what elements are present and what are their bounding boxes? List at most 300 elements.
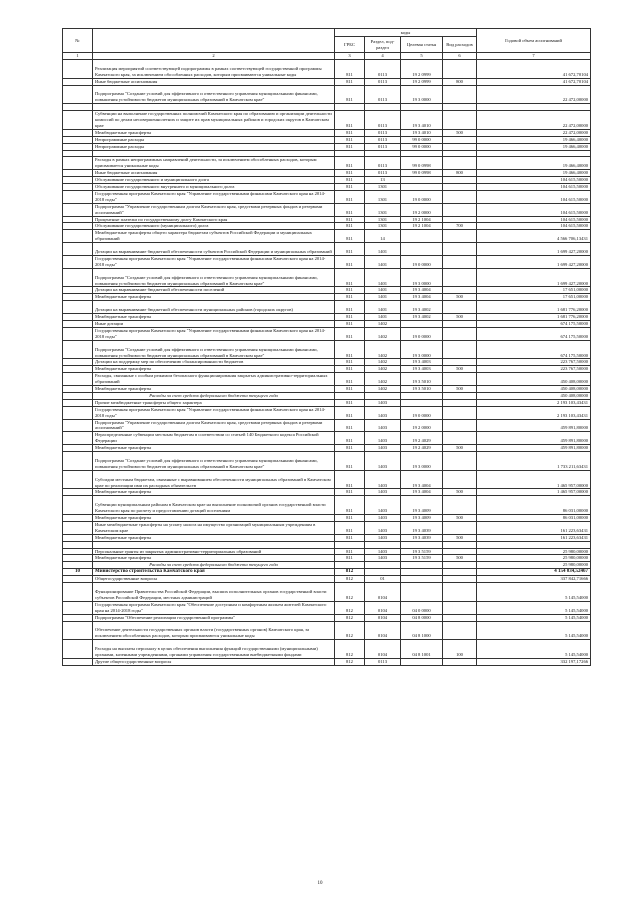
row-name: Обслуживание государственного внутреннего и муниципального долга (93, 184, 335, 191)
row-number (63, 85, 93, 104)
row-name: Государственная программа Камчатского края "Управление государственными финансами Камчатского края на 2014-2018 годы" (93, 327, 335, 340)
row-amount: 41 672,70104 (477, 59, 591, 78)
row-razdel (365, 150, 401, 157)
row-amount: 1 733 211,63431 (477, 452, 591, 471)
header-index: 7 (477, 53, 591, 60)
row-target: 19 3 4004 (401, 470, 443, 489)
header-index: 2 (93, 53, 335, 60)
row-target: 99 0 0998 (401, 170, 443, 177)
table-row (63, 445, 591, 452)
row-name: Межбюджетные трансферты (93, 515, 335, 522)
row-number (63, 294, 93, 301)
table-row (63, 136, 591, 143)
row-number (63, 327, 93, 340)
row-target (401, 576, 443, 583)
row-name: Государственная программа Камчатского края "Управление государственными финансами Камчатского края на 2014-2018 годы" (93, 406, 335, 419)
row-target: 19 2 0999 (401, 59, 443, 78)
row-number (63, 129, 93, 136)
row-name: Межбюджетные трансферты (93, 366, 335, 373)
row-grbs: 811 (335, 136, 365, 143)
row-razdel (365, 562, 401, 569)
row-target: 04 8 0000 (401, 614, 443, 621)
header-num: № (63, 29, 93, 53)
row-number (63, 640, 93, 659)
table-row (63, 496, 591, 515)
row-razdel: 1402 (365, 366, 401, 373)
row-target: 04 8 1001 (401, 640, 443, 659)
row-grbs: 811 (335, 170, 365, 177)
row-amount: 2 193 103,43431 (477, 399, 591, 406)
row-amount: 223 767,50000 (477, 366, 591, 373)
row-vid (443, 452, 477, 471)
row-target (401, 399, 443, 406)
row-grbs (335, 562, 365, 569)
row-name: Нераспределенные субвенции местным бюджетам в соответствии со статьей 140 Бюджетного кодекса Российской Федерации (93, 432, 335, 445)
row-target (401, 562, 443, 569)
row-razdel: 0113 (365, 136, 401, 143)
row-amount: 86 031,00000 (477, 515, 591, 522)
row-vid (443, 399, 477, 406)
row-vid (443, 658, 477, 665)
row-grbs: 811 (335, 301, 365, 314)
row-vid: 500 (443, 515, 477, 522)
row-target: 19 3 4009 (401, 515, 443, 522)
row-grbs: 811 (335, 230, 365, 243)
row-number (63, 399, 93, 406)
row-number (63, 521, 93, 534)
row-razdel: 1401 (365, 314, 401, 321)
row-vid (443, 321, 477, 328)
header-name (93, 29, 335, 53)
row-vid: 500 (443, 534, 477, 541)
row-razdel: 1403 (365, 548, 401, 555)
row-target: 19 3 5010 (401, 386, 443, 393)
row-target: 19 3 4004 (401, 287, 443, 294)
row-name: Прочие межбюджетные трансферты общего характера (93, 399, 335, 406)
header-index: 4 (365, 53, 401, 60)
row-grbs: 811 (335, 287, 365, 294)
row-number (63, 301, 93, 314)
row-name (93, 541, 335, 548)
row-amount: 674 175,50000 (477, 340, 591, 359)
row-target: 19 3 4004 (401, 294, 443, 301)
row-razdel: 1402 (365, 340, 401, 359)
row-razdel: 1403 (365, 452, 401, 471)
row-number (63, 555, 93, 562)
header-amount: Годовой объем ассигнований (477, 29, 591, 53)
table-row (63, 321, 591, 328)
row-amount: 5 145,54000 (477, 583, 591, 602)
row-grbs (335, 150, 365, 157)
row-grbs: 812 (335, 569, 365, 576)
row-number (63, 177, 93, 184)
row-amount: 5 145,54000 (477, 621, 591, 640)
row-number (63, 314, 93, 321)
table-row (63, 548, 591, 555)
row-grbs: 811 (335, 243, 365, 256)
row-grbs: 811 (335, 470, 365, 489)
row-vid (443, 85, 477, 104)
table-row (63, 601, 591, 614)
row-number: 10 (63, 569, 93, 576)
row-grbs: 811 (335, 419, 365, 432)
row-razdel: 1402 (365, 321, 401, 328)
row-number (63, 489, 93, 496)
row-amount: 674 175,50000 (477, 321, 591, 328)
row-amount: 25 980,00000 (477, 548, 591, 555)
row-name: Государственная программа Камчатского края "Управление государственными финансами Камчатского края на 2014-2018 годы" (93, 190, 335, 203)
row-razdel: 1403 (365, 521, 401, 534)
row-name: Подпрограмма "Создание условий для эффективного и ответственного управления муниципальными финансами, повышения устойчивости бюджетов муниципальных образований в Камчатском крае" (93, 85, 335, 104)
row-razdel: 1401 (365, 294, 401, 301)
row-razdel: 1402 (365, 327, 401, 340)
row-name: Дотации на поддержку мер по обеспечению сбалансированности бюджетов (93, 359, 335, 366)
table-row (63, 621, 591, 640)
row-vid (443, 601, 477, 614)
row-vid: 500 (443, 386, 477, 393)
row-number (63, 366, 93, 373)
row-amount: 1 681 776,20000 (477, 314, 591, 321)
row-razdel: 0104 (365, 583, 401, 602)
row-grbs: 811 (335, 399, 365, 406)
row-amount: 674 175,50000 (477, 327, 591, 340)
row-name: Реализация мероприятий соответствующей подпрограммы в рамках соответствующей государственной программы Камчатского края, за исключением обособленных расходов, которым присваиваются уникальные коды (93, 59, 335, 78)
row-amount: 5 145,54000 (477, 640, 591, 659)
row-number (63, 340, 93, 359)
row-vid: 700 (443, 223, 477, 230)
row-razdel: 1301 (365, 190, 401, 203)
row-razdel: 1403 (365, 406, 401, 419)
row-vid (443, 548, 477, 555)
header-index: 3 (335, 53, 365, 60)
row-target (401, 150, 443, 157)
row-grbs (335, 392, 365, 399)
row-grbs: 811 (335, 255, 365, 268)
row-number (63, 392, 93, 399)
row-amount: 337 842,71666 (477, 576, 591, 583)
row-name: Расходы в рамках непрограммных направлений деятельности, за исключением обособленных расходов, которым присваивается уникальные коды (93, 157, 335, 170)
row-number (63, 541, 93, 548)
row-vid (443, 496, 477, 515)
row-grbs: 811 (335, 489, 365, 496)
row-number (63, 432, 93, 445)
row-grbs: 811 (335, 515, 365, 522)
table-row (63, 157, 591, 170)
table-row (63, 515, 591, 522)
table-row (63, 150, 591, 157)
row-amount: 161 223,63431 (477, 521, 591, 534)
row-vid (443, 301, 477, 314)
row-amount: 332 197,17266 (477, 658, 591, 665)
row-razdel: 1401 (365, 268, 401, 287)
row-grbs: 811 (335, 203, 365, 216)
row-razdel: 1301 (365, 216, 401, 223)
table-row (63, 287, 591, 294)
row-name: Межбюджетные трансферты (93, 129, 335, 136)
row-number (63, 104, 93, 111)
row-target: 19 3 5159 (401, 548, 443, 555)
table-row (63, 177, 591, 184)
row-name: Межбюджетные трансферты (93, 314, 335, 321)
row-target: 19 2 1004 (401, 223, 443, 230)
row-razdel: 0113 (365, 129, 401, 136)
row-grbs: 811 (335, 373, 365, 386)
row-razdel: 0113 (365, 85, 401, 104)
table-row (63, 452, 591, 471)
row-grbs: 811 (335, 321, 365, 328)
row-name: Межбюджетные трансферты (93, 386, 335, 393)
row-name: Межбюджетные трансферты (93, 294, 335, 301)
row-target: 04 0 0000 (401, 601, 443, 614)
row-target (401, 583, 443, 602)
row-amount: 104 615,50000 (477, 203, 591, 216)
row-amount: 22 472,00000 (477, 85, 591, 104)
row-razdel: 0104 (365, 614, 401, 621)
table-row (63, 419, 591, 432)
row-vid (443, 203, 477, 216)
row-grbs: 812 (335, 658, 365, 665)
row-razdel: 1301 (365, 223, 401, 230)
row-target: 19 3 4010 (401, 111, 443, 130)
row-grbs: 811 (335, 534, 365, 541)
table-row (63, 203, 591, 216)
row-amount: 19 466,40000 (477, 170, 591, 177)
row-number (63, 143, 93, 150)
row-name: Дотации на выравнивание бюджетной обеспеченности муниципальных районов (городских округов) (93, 301, 335, 314)
row-grbs: 811 (335, 129, 365, 136)
row-razdel: 1403 (365, 496, 401, 515)
row-amount: 104 615,50000 (477, 216, 591, 223)
row-grbs: 811 (335, 496, 365, 515)
row-vid (443, 59, 477, 78)
table-row (63, 230, 591, 243)
row-grbs (335, 541, 365, 548)
row-grbs: 811 (335, 548, 365, 555)
row-number (63, 59, 93, 78)
row-razdel: 0113 (365, 59, 401, 78)
row-vid (443, 111, 477, 130)
row-vid: 100 (443, 640, 477, 659)
table-row (63, 521, 591, 534)
table-row (63, 583, 591, 602)
row-razdel: 1403 (365, 534, 401, 541)
row-name: Непрограммные расходы (93, 143, 335, 150)
row-target: 19 2 0000 (401, 203, 443, 216)
row-name: Дотации на выравнивание бюджетной обеспеченности субъектов Российской Федерации и муниципальных образований (93, 243, 335, 256)
row-name (93, 104, 335, 111)
row-vid (443, 136, 477, 143)
row-target: 19 2 4029 (401, 432, 443, 445)
row-grbs: 811 (335, 432, 365, 445)
table-row (63, 104, 591, 111)
row-amount: 19 466,40000 (477, 143, 591, 150)
row-target: 19 3 4003 (401, 366, 443, 373)
row-name: Государственная программа Камчатского края "Обеспечение доступным и комфортным жильем жителей Камчатского края на 2014-2018 годы" (93, 601, 335, 614)
row-number (63, 373, 93, 386)
row-number (63, 243, 93, 256)
row-razdel: 0113 (365, 157, 401, 170)
row-amount: 450 408,00000 (477, 386, 591, 393)
table-row (63, 359, 591, 366)
row-amount: 1 699 427,20000 (477, 243, 591, 256)
row-name: Расходы за счет средств федерального бюджета текущего года (93, 562, 335, 569)
row-razdel: 0104 (365, 601, 401, 614)
row-name: Иные дотации (93, 321, 335, 328)
row-vid (443, 216, 477, 223)
row-vid (443, 340, 477, 359)
row-name: Субсидии местным бюджетам, связанные с выравниванием обеспеченности муниципальных образований в Камчатском крае по реализации ими их расходных обязательств (93, 470, 335, 489)
row-grbs: 811 (335, 111, 365, 130)
row-amount: 4 154 034,52467 (477, 569, 591, 576)
row-grbs (335, 104, 365, 111)
row-amount: 1 699 427,20000 (477, 255, 591, 268)
row-target (401, 230, 443, 243)
page-number: 10 (317, 881, 323, 886)
table-row (63, 327, 591, 340)
row-grbs: 812 (335, 614, 365, 621)
row-name: Межбюджетные трансферты общего характера бюджетам субъектов Российской Федерации и муниципальных образований (93, 230, 335, 243)
row-amount: 4 566 706,13431 (477, 230, 591, 243)
table-row (63, 340, 591, 359)
row-amount: 41 672,70104 (477, 78, 591, 85)
row-amount: 104 615,50000 (477, 184, 591, 191)
row-name: Иные бюджетные ассигнования (93, 78, 335, 85)
row-vid (443, 562, 477, 569)
row-amount: 1 681 776,20000 (477, 301, 591, 314)
table-row (63, 569, 591, 576)
row-number (63, 321, 93, 328)
header-index-row (63, 53, 591, 60)
row-number (63, 406, 93, 419)
header-index: 1 (63, 53, 93, 60)
table-row (63, 255, 591, 268)
row-razdel: 0113 (365, 658, 401, 665)
row-grbs: 811 (335, 190, 365, 203)
row-razdel: 1401 (365, 287, 401, 294)
row-razdel: 1403 (365, 445, 401, 452)
row-vid (443, 104, 477, 111)
row-name: Межбюджетные трансферты (93, 534, 335, 541)
table-row (63, 432, 591, 445)
row-grbs: 811 (335, 445, 365, 452)
row-number (63, 658, 93, 665)
row-target: 19 3 4004 (401, 489, 443, 496)
row-vid (443, 392, 477, 399)
row-vid: 500 (443, 445, 477, 452)
header-vid: Вид расходов (443, 37, 477, 53)
row-number (63, 268, 93, 287)
row-vid (443, 268, 477, 287)
table-row (63, 470, 591, 489)
table-row (63, 489, 591, 496)
row-name: Субвенции муниципальным районам в Камчатском крае на выполнение полномочий органов государственной власти Камчатского края по расчету и предоставлению дотаций поселениям (93, 496, 335, 515)
row-grbs: 811 (335, 452, 365, 471)
row-name: Иные межбюджетные трансферты на уплату налога на имущество организаций муниципальным учреждениям в Камчатском крае (93, 521, 335, 534)
row-number (63, 216, 93, 223)
table-row (63, 386, 591, 393)
row-vid (443, 521, 477, 534)
row-amount: 17 651,00000 (477, 294, 591, 301)
row-number (63, 136, 93, 143)
row-grbs: 812 (335, 621, 365, 640)
row-target: 19 3 4039 (401, 521, 443, 534)
row-target (401, 104, 443, 111)
row-razdel: 0113 (365, 78, 401, 85)
row-number (63, 170, 93, 177)
row-target: 99 0 0000 (401, 143, 443, 150)
row-razdel: 1402 (365, 359, 401, 366)
table-row (63, 268, 591, 287)
row-razdel: 0113 (365, 111, 401, 130)
row-number (63, 386, 93, 393)
row-vid (443, 419, 477, 432)
table-row (63, 170, 591, 177)
row-grbs: 811 (335, 157, 365, 170)
row-target: 04 8 1000 (401, 621, 443, 640)
row-amount: 161 223,63431 (477, 534, 591, 541)
row-razdel: 1402 (365, 386, 401, 393)
table-row (63, 534, 591, 541)
row-razdel: 1401 (365, 243, 401, 256)
row-number (63, 621, 93, 640)
row-razdel (365, 569, 401, 576)
row-number (63, 255, 93, 268)
row-name: Дотации на выравнивание бюджетной обеспеченности поселений (93, 287, 335, 294)
row-vid: 500 (443, 366, 477, 373)
row-target: 19 3 4039 (401, 534, 443, 541)
row-vid (443, 177, 477, 184)
row-vid (443, 569, 477, 576)
row-number (63, 445, 93, 452)
row-grbs: 811 (335, 78, 365, 85)
header-index: 5 (401, 53, 443, 60)
row-target (401, 177, 443, 184)
row-number (63, 78, 93, 85)
row-number (63, 576, 93, 583)
row-name: Непрограммные расходы (93, 136, 335, 143)
row-vid (443, 541, 477, 548)
row-amount: 459 891,80000 (477, 445, 591, 452)
row-target: 19 3 4003 (401, 359, 443, 366)
row-amount: 459 891,80000 (477, 419, 591, 432)
header-codes: коды (335, 29, 477, 37)
table-row (63, 223, 591, 230)
row-amount: 1 465 957,00000 (477, 470, 591, 489)
row-name: Процентные платежи по государственному долгу Камчатского края (93, 216, 335, 223)
row-name: Иные бюджетные ассигнования (93, 170, 335, 177)
row-amount (477, 104, 591, 111)
row-vid: 800 (443, 78, 477, 85)
row-target: 19 2 1004 (401, 216, 443, 223)
row-number (63, 583, 93, 602)
row-vid (443, 614, 477, 621)
row-name: Персональные гранты из закрытых административно-территориальных образований (93, 548, 335, 555)
table-row (63, 366, 591, 373)
row-vid (443, 432, 477, 445)
row-vid (443, 243, 477, 256)
row-vid: 500 (443, 555, 477, 562)
table-header (63, 29, 591, 60)
row-razdel (365, 541, 401, 548)
row-amount: 19 466,40000 (477, 157, 591, 170)
row-number (63, 230, 93, 243)
row-grbs: 811 (335, 521, 365, 534)
row-target: 19 3 0000 (401, 340, 443, 359)
row-name: Межбюджетные трансферты (93, 489, 335, 496)
row-amount: 19 466,40000 (477, 136, 591, 143)
row-number (63, 203, 93, 216)
row-number (63, 223, 93, 230)
